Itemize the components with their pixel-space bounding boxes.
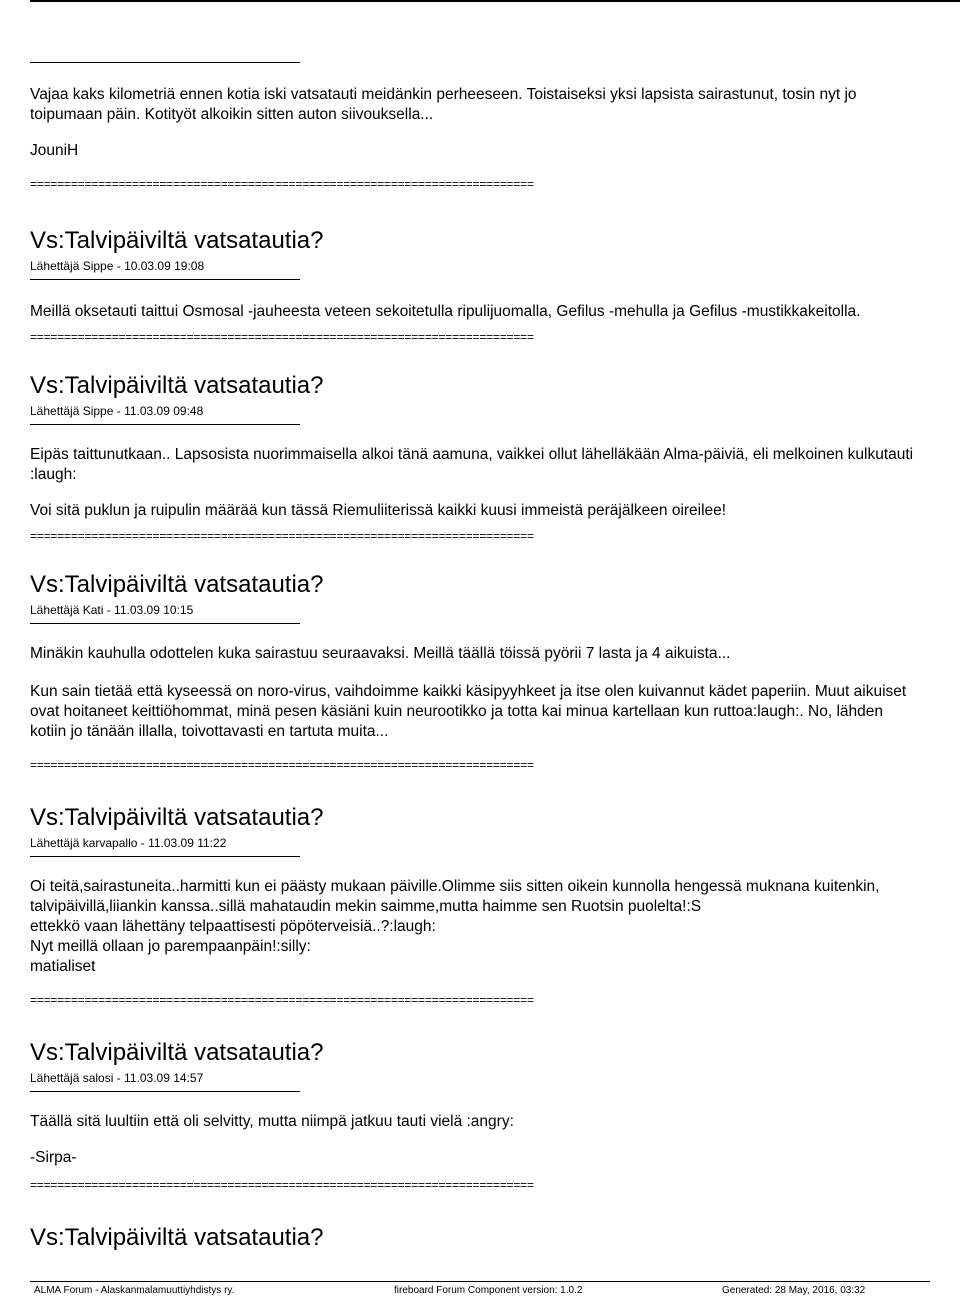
- body-line: Kun sain tietää että kyseessä on noro-virus, vaihdoimme kaikki käsipyyhkeet ja itse olen kuivannut kädet paperiin. Muut aikuiset: [30, 683, 907, 700]
- post: [30, 227, 960, 322]
- post: [30, 372, 960, 521]
- post-body: [30, 302, 960, 322]
- body-line: kotiin jo tänään illalla, toivottavasti en tartuta muita...: [30, 723, 389, 740]
- intro-post-body: [30, 85, 960, 161]
- post-signature: -Sirpa-: [30, 1149, 77, 1166]
- post-divider: [30, 856, 300, 857]
- separator: ==========================================================================: [30, 1178, 534, 1192]
- post-meta: Lähettäjä Sippe - 10.03.09 19:08: [30, 259, 205, 273]
- post-title: Vs:Talvipäiviltä vatsatautia?: [30, 804, 324, 831]
- post-title: Vs:Talvipäiviltä vatsatautia?: [30, 1224, 324, 1251]
- post-divider: [30, 623, 300, 624]
- top-rule: [30, 0, 960, 2]
- post-meta: Lähettäjä karvapallo - 11.03.09 11:22: [30, 836, 227, 850]
- body-line: Voi sitä puklun ja ruipulin määrää kun tässä Riemuliiterissä kaikki kuusi immeistä peräjälkeen oireilee!: [30, 502, 727, 519]
- separator: ==========================================================================: [30, 177, 534, 191]
- body-line: toipumaan päin. Kotityöt alkoikin sitten auton siivouksella...: [30, 106, 434, 123]
- post-title: Vs:Talvipäiviltä vatsatautia?: [30, 571, 324, 598]
- post-title: Vs:Talvipäiviltä vatsatautia?: [30, 372, 324, 399]
- body-line: matialiset: [30, 958, 96, 975]
- body-line: talvipäivillä,liiankin kanssa..sillä mahataudin mekin saimme,mutta haimme sen Ruotsin puolelta!:S: [30, 898, 702, 915]
- body-line: Vajaa kaks kilometriä ennen kotia iski vatsatauti meidänkin perheeseen. Toistaiseksi yksi lapsista sairastunut, tosin nyt jo: [30, 86, 857, 103]
- footer-site-name: ALMA Forum - Alaskanmalamuuttiyhdistys ry.: [34, 1285, 235, 1296]
- body-line: :laugh:: [30, 466, 77, 483]
- separator: ==========================================================================: [30, 330, 534, 344]
- post: [30, 804, 960, 977]
- footer-component-version: fireboard Forum Component version: 1.0.2: [394, 1285, 583, 1296]
- body-line: Meillä oksetauti taittui Osmosal -jauheesta veteen sekoitetulla ripulijuomalla, Gefilus -mehulla ja Gefilus -mustikkakeitolla.: [30, 303, 861, 320]
- post-meta: Lähettäjä salosi - 11.03.09 14:57: [30, 1071, 204, 1085]
- separator: ==========================================================================: [30, 529, 534, 543]
- post-body: [30, 445, 960, 521]
- post: [30, 1224, 960, 1252]
- page-content: [30, 50, 960, 1252]
- body-line: Minäkin kauhulla odottelen kuka sairastuu seuraavaksi. Meillä täällä töissä pyörii 7 lasta ja 4 aikuista...: [30, 645, 731, 662]
- post-signature: JouniH: [30, 142, 79, 159]
- post-body: [30, 644, 960, 742]
- post-meta: Lähettäjä Kati - 11.03.09 10:15: [30, 603, 194, 617]
- body-line: ovat hoitaneet keittiöhommat, minä pesen käsiäni kuin neurootikko ja totta kai minua kartellaan kun ruttoa:laugh:. No, lähden: [30, 703, 884, 720]
- footer-generated-date: Generated: 28 May, 2016, 03:32: [722, 1285, 866, 1296]
- post-body: [30, 877, 960, 977]
- body-line: Oi teitä,sairastuneita..harmitti kun ei päästy mukaan päiville.Olimme siis sitten oikein kunnolla hengessä muknana kuitenkin,: [30, 878, 880, 895]
- body-line: Täällä sitä luultiin että oli selvitty, mutta niimpä jatkuu tauti vielä :angry:: [30, 1113, 514, 1130]
- post: [30, 1039, 960, 1168]
- post-divider: [30, 279, 300, 280]
- post: [30, 571, 960, 742]
- post-title: Vs:Talvipäiviltä vatsatautia?: [30, 227, 324, 254]
- post-meta: Lähettäjä Sippe - 11.03.09 09:48: [30, 404, 204, 418]
- separator: ==========================================================================: [30, 758, 534, 772]
- body-line: Nyt meillä ollaan jo parempaanpäin!:silly:: [30, 938, 311, 955]
- post-divider: [30, 62, 300, 63]
- separator: ==========================================================================: [30, 993, 534, 1007]
- post-divider: [30, 1091, 300, 1092]
- page-footer: [30, 1281, 930, 1298]
- post-title: Vs:Talvipäiviltä vatsatautia?: [30, 1039, 324, 1066]
- post-body: [30, 1112, 960, 1168]
- post-divider: [30, 424, 300, 425]
- body-line: Eipäs taittunutkaan.. Lapsosista nuorimmaisella alkoi tänä aamuna, vaikkei ollut lähelläkään Alma-päiviä, eli melkoinen kulkutauti: [30, 446, 914, 463]
- body-line: ettekkö vaan lähettäny telpaattisesti pöpöterveisiä..?:laugh:: [30, 918, 436, 935]
